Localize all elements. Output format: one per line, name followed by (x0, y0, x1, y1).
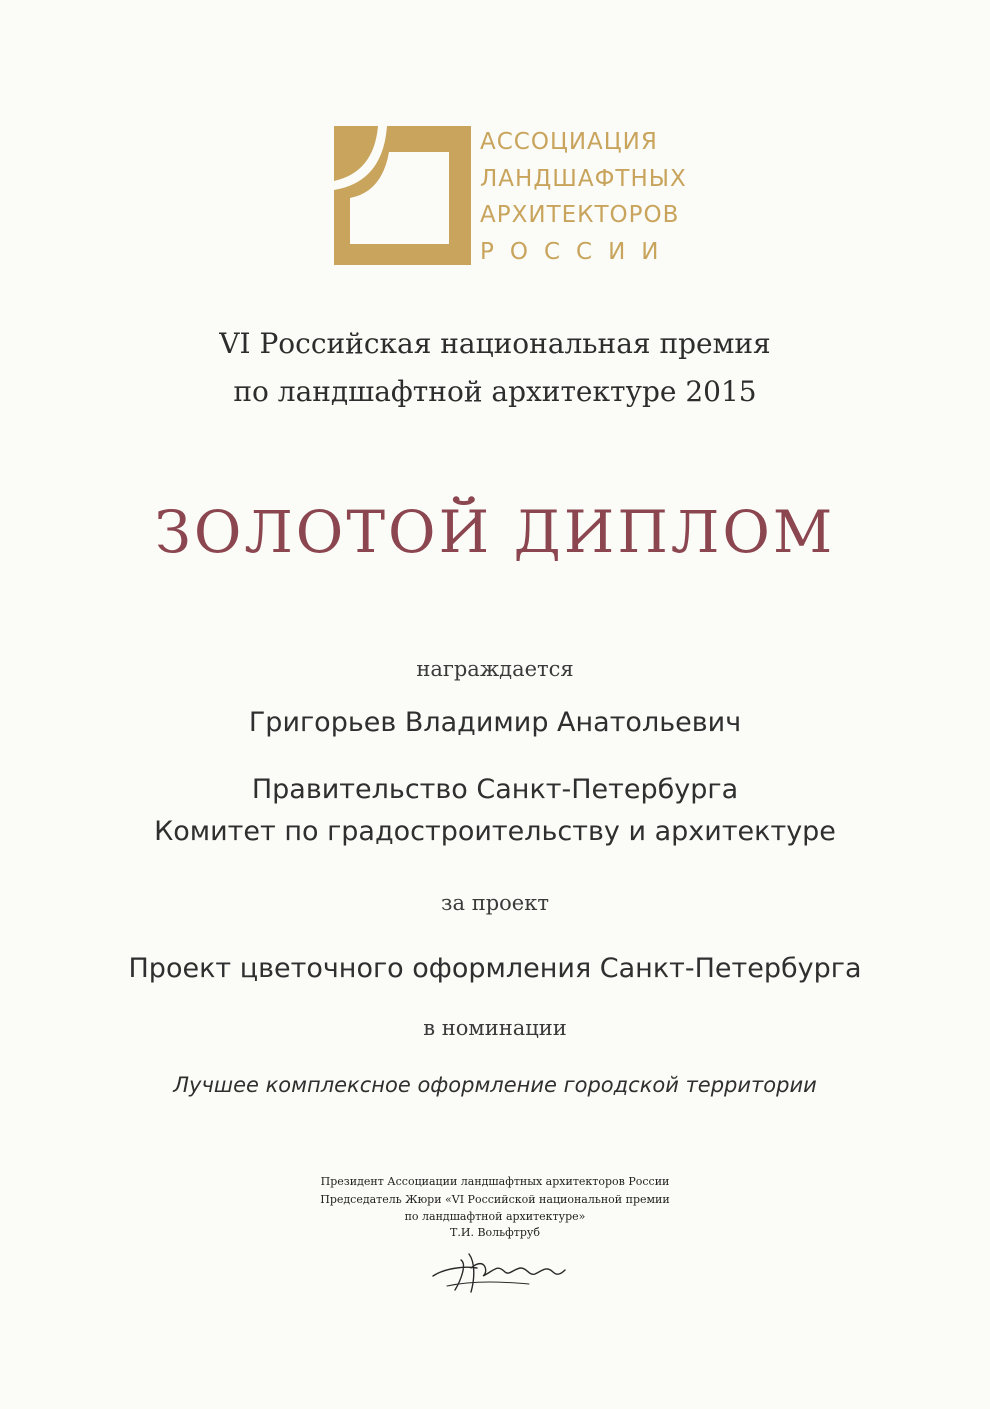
signatory-title-2: Председатель Жюри «VI Российской национальной премии (320, 1193, 670, 1206)
project-name: Проект цветочного оформления Санкт-Петербурга (128, 953, 862, 984)
awarded-label: награждается (416, 657, 574, 681)
nomination-name: Лучшее комплексное оформление городской территории (173, 1073, 817, 1097)
premium-title-line-2: по ландшафтной архитектуре 2015 (233, 375, 757, 408)
organization-line-2: Комитет по градостроительству и архитектуре (154, 816, 836, 847)
association-logo-icon (334, 126, 471, 265)
signatory-title-1: Президент Ассоциации ландшафтных архитекторов России (320, 1175, 670, 1188)
signatory-name: Т.И. Вольфтруб (450, 1226, 540, 1239)
logo-line-4: РОССИИ (480, 238, 675, 265)
signature-icon (425, 1246, 575, 1298)
project-label: за проект (441, 891, 549, 915)
nomination-label: в номинации (423, 1016, 567, 1040)
diploma-title: ЗОЛОТОЙ ДИПЛОМ (154, 498, 836, 566)
recipient-name: Григорьев Владимир Анатольевич (248, 707, 742, 738)
premium-title-line-1: VI Российская национальная премия (219, 327, 771, 360)
organization-line-1: Правительство Санкт-Петербурга (251, 774, 739, 805)
logo-line-3: АРХИТЕКТОРОВ (480, 202, 680, 228)
logo-line-1: АССОЦИАЦИЯ (480, 129, 658, 155)
signatory-title-3: по ландшафтной архитектуре» (404, 1210, 586, 1223)
association-name (480, 124, 687, 270)
logo-line-2: ЛАНДШАФТНЫХ (480, 165, 687, 192)
